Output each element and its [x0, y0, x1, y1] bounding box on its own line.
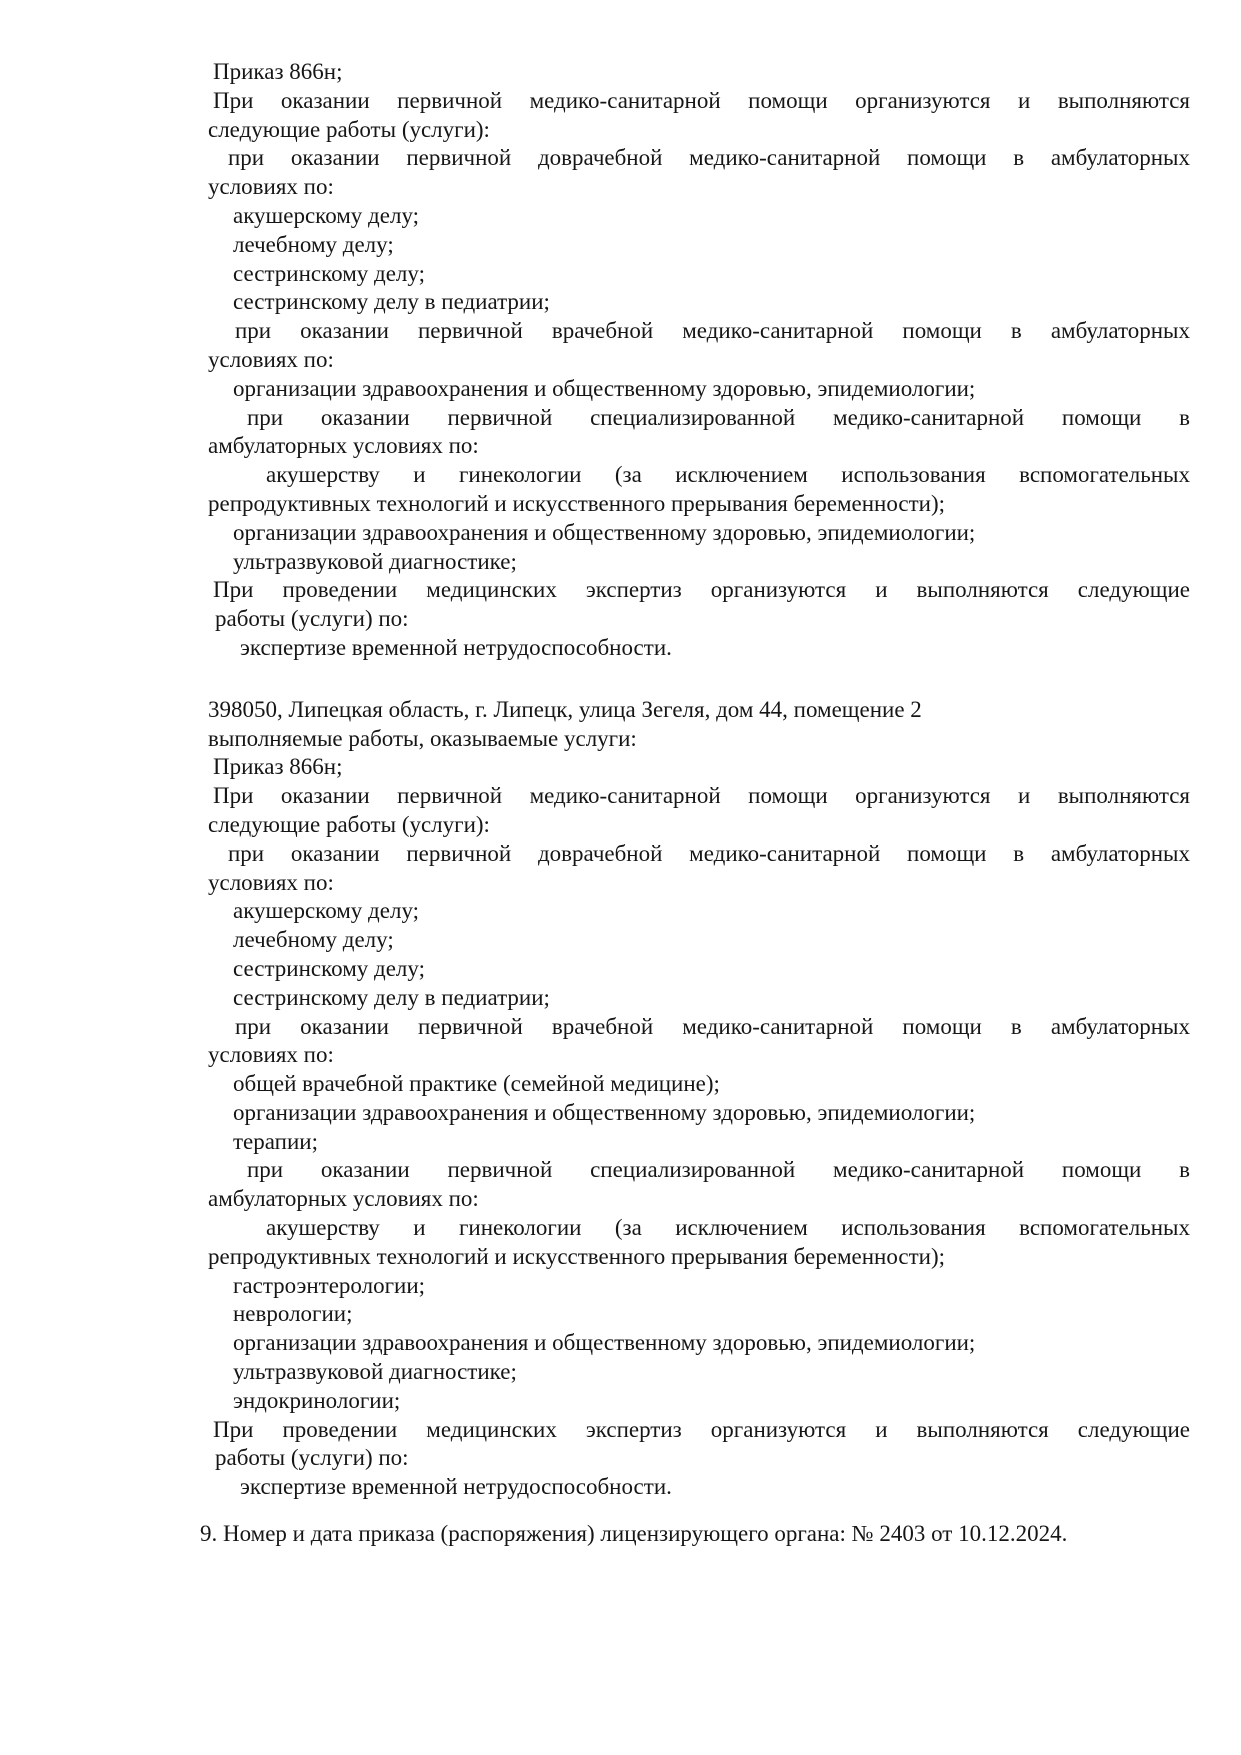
service-item: сестринскому делу в педиатрии;: [233, 289, 550, 315]
service-item: терапии;: [233, 1128, 318, 1154]
document-line: при оказании первичной врачебной медико-санитарной помощи в амбулаторных: [235, 318, 1190, 344]
document-line: работы (услуги) по:: [215, 606, 409, 632]
service-item: акушерству и гинекологии (за исключением использования вспомогательных: [266, 462, 1190, 488]
service-item: репродуктивных технологий и искусственного прерывания беременности);: [208, 490, 946, 516]
address-block-2-header: [200, 696, 1190, 754]
service-item: неврологии;: [233, 1301, 353, 1327]
service-item: ультразвуковой диагностике;: [233, 548, 517, 574]
document-line: При оказании первичной медико-санитарной помощи организуются и выполняются: [213, 783, 1190, 809]
service-item: сестринскому делу в педиатрии;: [233, 984, 550, 1010]
order-number-line: 9. Номер и дата приказа (распоряжения) лицензирующего органа: № 2403 от 10.12.2024.: [200, 1521, 1068, 1547]
service-item: экспертизе временной нетрудоспособности.: [240, 1474, 672, 1500]
service-item: сестринскому делу;: [233, 260, 425, 286]
works-block-2: [200, 753, 1190, 1502]
document-line: при оказании первичной доврачебной медико-санитарной помощи в амбулаторных: [228, 145, 1190, 171]
works-block-1: [200, 58, 1190, 663]
document-line: условиях по:: [208, 174, 334, 200]
document-line: при оказании первичной специализированной медико-санитарной помощи в: [247, 1157, 1190, 1183]
service-item: акушерскому делу;: [233, 202, 420, 228]
service-item: эндокринологии;: [233, 1387, 401, 1413]
document-line: При проведении медицинских экспертиз организуются и выполняются следующие: [213, 577, 1190, 603]
service-item: организации здравоохранения и общественному здоровью, эпидемиологии;: [233, 375, 976, 401]
service-item: гастроэнтерологии;: [233, 1272, 426, 1298]
works-header-line: выполняемые работы, оказываемые услуги:: [208, 725, 637, 751]
address-line: 398050, Липецкая область, г. Липецк, улица Зегеля, дом 44, помещение 2: [208, 696, 922, 722]
document-line: При проведении медицинских экспертиз организуются и выполняются следующие: [213, 1416, 1190, 1442]
document-line: при оказании первичной специализированной медико-санитарной помощи в: [247, 404, 1190, 430]
document-line: работы (услуги) по:: [215, 1445, 409, 1471]
service-item: экспертизе временной нетрудоспособности.: [240, 634, 672, 660]
service-item: сестринскому делу;: [233, 955, 425, 981]
document-line: амбулаторных условиях по:: [208, 1186, 479, 1212]
service-item: организации здравоохранения и общественному здоровью, эпидемиологии;: [233, 519, 976, 545]
service-item: акушерству и гинекологии (за исключением использования вспомогательных: [266, 1215, 1190, 1241]
document-line: При оказании первичной медико-санитарной помощи организуются и выполняются: [213, 87, 1190, 113]
service-item: лечебному делу;: [233, 927, 394, 953]
service-item: общей врачебной практике (семейной медицине);: [233, 1071, 720, 1097]
service-item: акушерскому делу;: [233, 898, 420, 924]
service-item: организации здравоохранения и общественному здоровью, эпидемиологии;: [233, 1099, 976, 1125]
document-line: амбулаторных условиях по:: [208, 433, 479, 459]
document-line: условиях по:: [208, 346, 334, 372]
footer-block: [200, 1520, 1190, 1549]
document-line: условиях по:: [208, 869, 334, 895]
document-line: условиях по:: [208, 1042, 334, 1068]
document-line: при оказании первичной доврачебной медико-санитарной помощи в амбулаторных: [228, 840, 1190, 866]
order-reference-line: Приказ 866н;: [213, 59, 343, 84]
service-item: лечебному делу;: [233, 231, 394, 257]
service-item: репродуктивных технологий и искусственного прерывания беременности);: [208, 1243, 946, 1269]
document-line: при оказании первичной врачебной медико-санитарной помощи в амбулаторных: [235, 1013, 1190, 1039]
document-line: следующие работы (услуги):: [208, 116, 490, 142]
section-gap: [200, 663, 1190, 696]
service-item: организации здравоохранения и общественному здоровью, эпидемиологии;: [233, 1330, 976, 1356]
service-item: ультразвуковой диагностике;: [233, 1359, 517, 1385]
document-line: следующие работы (услуги):: [208, 811, 490, 837]
order-reference-line: Приказ 866н;: [213, 754, 343, 780]
section-gap: [200, 1502, 1190, 1520]
